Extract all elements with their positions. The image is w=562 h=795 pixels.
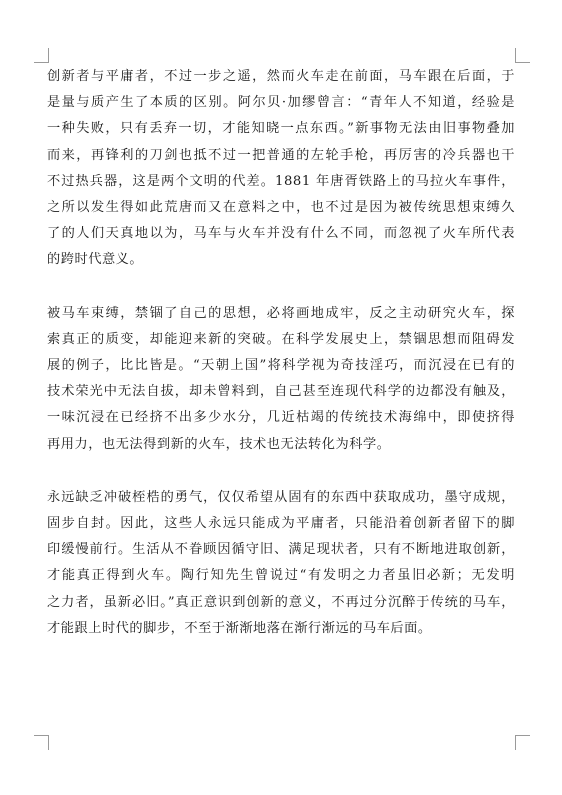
paragraph-2 <box>47 301 515 458</box>
paragraph-3 <box>47 485 515 642</box>
paragraph-line: 不过热兵器，这是两个文明的代差。1881 年唐胥铁路上的马拉火车事件， <box>47 173 515 189</box>
paragraph-line: 技术荣光中无法自拔，却未曾料到，自己甚至连现代科学的边都没有触及， <box>47 384 515 400</box>
paragraph-spacer <box>47 274 515 301</box>
paragraph-line: 永远缺乏冲破桎梏的勇气，仅仅希望从固有的东西中获取成功，墨守成规， <box>47 489 515 505</box>
paragraph-line: 索真正的质变，却能迎来新的突破。在科学发展史上，禁锢思想而阻碍发 <box>47 331 515 347</box>
paragraph-line: 印缓慢前行。生活从不眷顾因循守旧、满足现状者，只有不断地进取创新， <box>47 542 515 558</box>
paragraph-line: 才能真正得到火车。陶行知先生曾说过“有发明之力者虽旧必新；无发明 <box>47 568 515 584</box>
paragraph-line: 是量与质产生了本质的区别。阿尔贝·加缪曾言：“青年人不知道，经验是 <box>47 95 515 111</box>
crop-mark-bottom-left <box>34 735 49 750</box>
paragraph-line: 再用力，也无法得到新的火车，技术也无法转化为科学。 <box>47 436 391 452</box>
crop-mark-bottom-right <box>515 735 530 750</box>
paragraph-line: 被马车束缚，禁锢了自己的思想，必将画地成牢，反之主动研究火车，探 <box>47 305 515 321</box>
paragraph-line: 的跨时代意义。 <box>47 252 144 268</box>
crop-mark-top-left <box>34 48 49 63</box>
paragraph-1 <box>47 64 515 274</box>
paragraph-line: 之力者，虽新必旧。”真正意识到创新的意义，不再过分沉醉于传统的马车， <box>47 594 515 610</box>
document-body <box>47 64 515 642</box>
paragraph-line: 一种失败，只有丢弃一切，才能知晓一点东西。”新事物无法由旧事物叠加 <box>47 121 515 137</box>
paragraph-line: 创新者与平庸者，不过一步之遥，然而火车走在前面，马车跟在后面，于 <box>47 69 515 84</box>
paragraph-line: 才能跟上时代的脚步，不至于渐渐地落在渐行渐远的马车后面。 <box>47 620 432 636</box>
paragraph-line: 固步自封。因此，这些人永远只能成为平庸者，只能沿着创新者留下的脚 <box>47 516 515 532</box>
paragraph-spacer <box>47 458 515 485</box>
paragraph-line: 之所以发生得如此荒唐而又在意料之中，也不过是因为被传统思想束缚久 <box>47 200 515 216</box>
paragraph-line: 而来，再锋利的刀剑也抵不过一把普通的左轮手枪，再厉害的冷兵器也干 <box>47 147 515 163</box>
paragraph-line: 展的例子，比比皆是。“天朝上国”将科学视为奇技淫巧，而沉浸在已有的 <box>47 358 515 374</box>
paragraph-line: 了的人们天真地以为，马车与火车并没有什么不同，而忽视了火车所代表 <box>47 226 515 242</box>
crop-mark-top-right <box>515 48 530 63</box>
paragraph-line: 一味沉浸在已经挤不出多少水分，几近枯竭的传统技术海绵中，即使挤得 <box>47 410 515 426</box>
